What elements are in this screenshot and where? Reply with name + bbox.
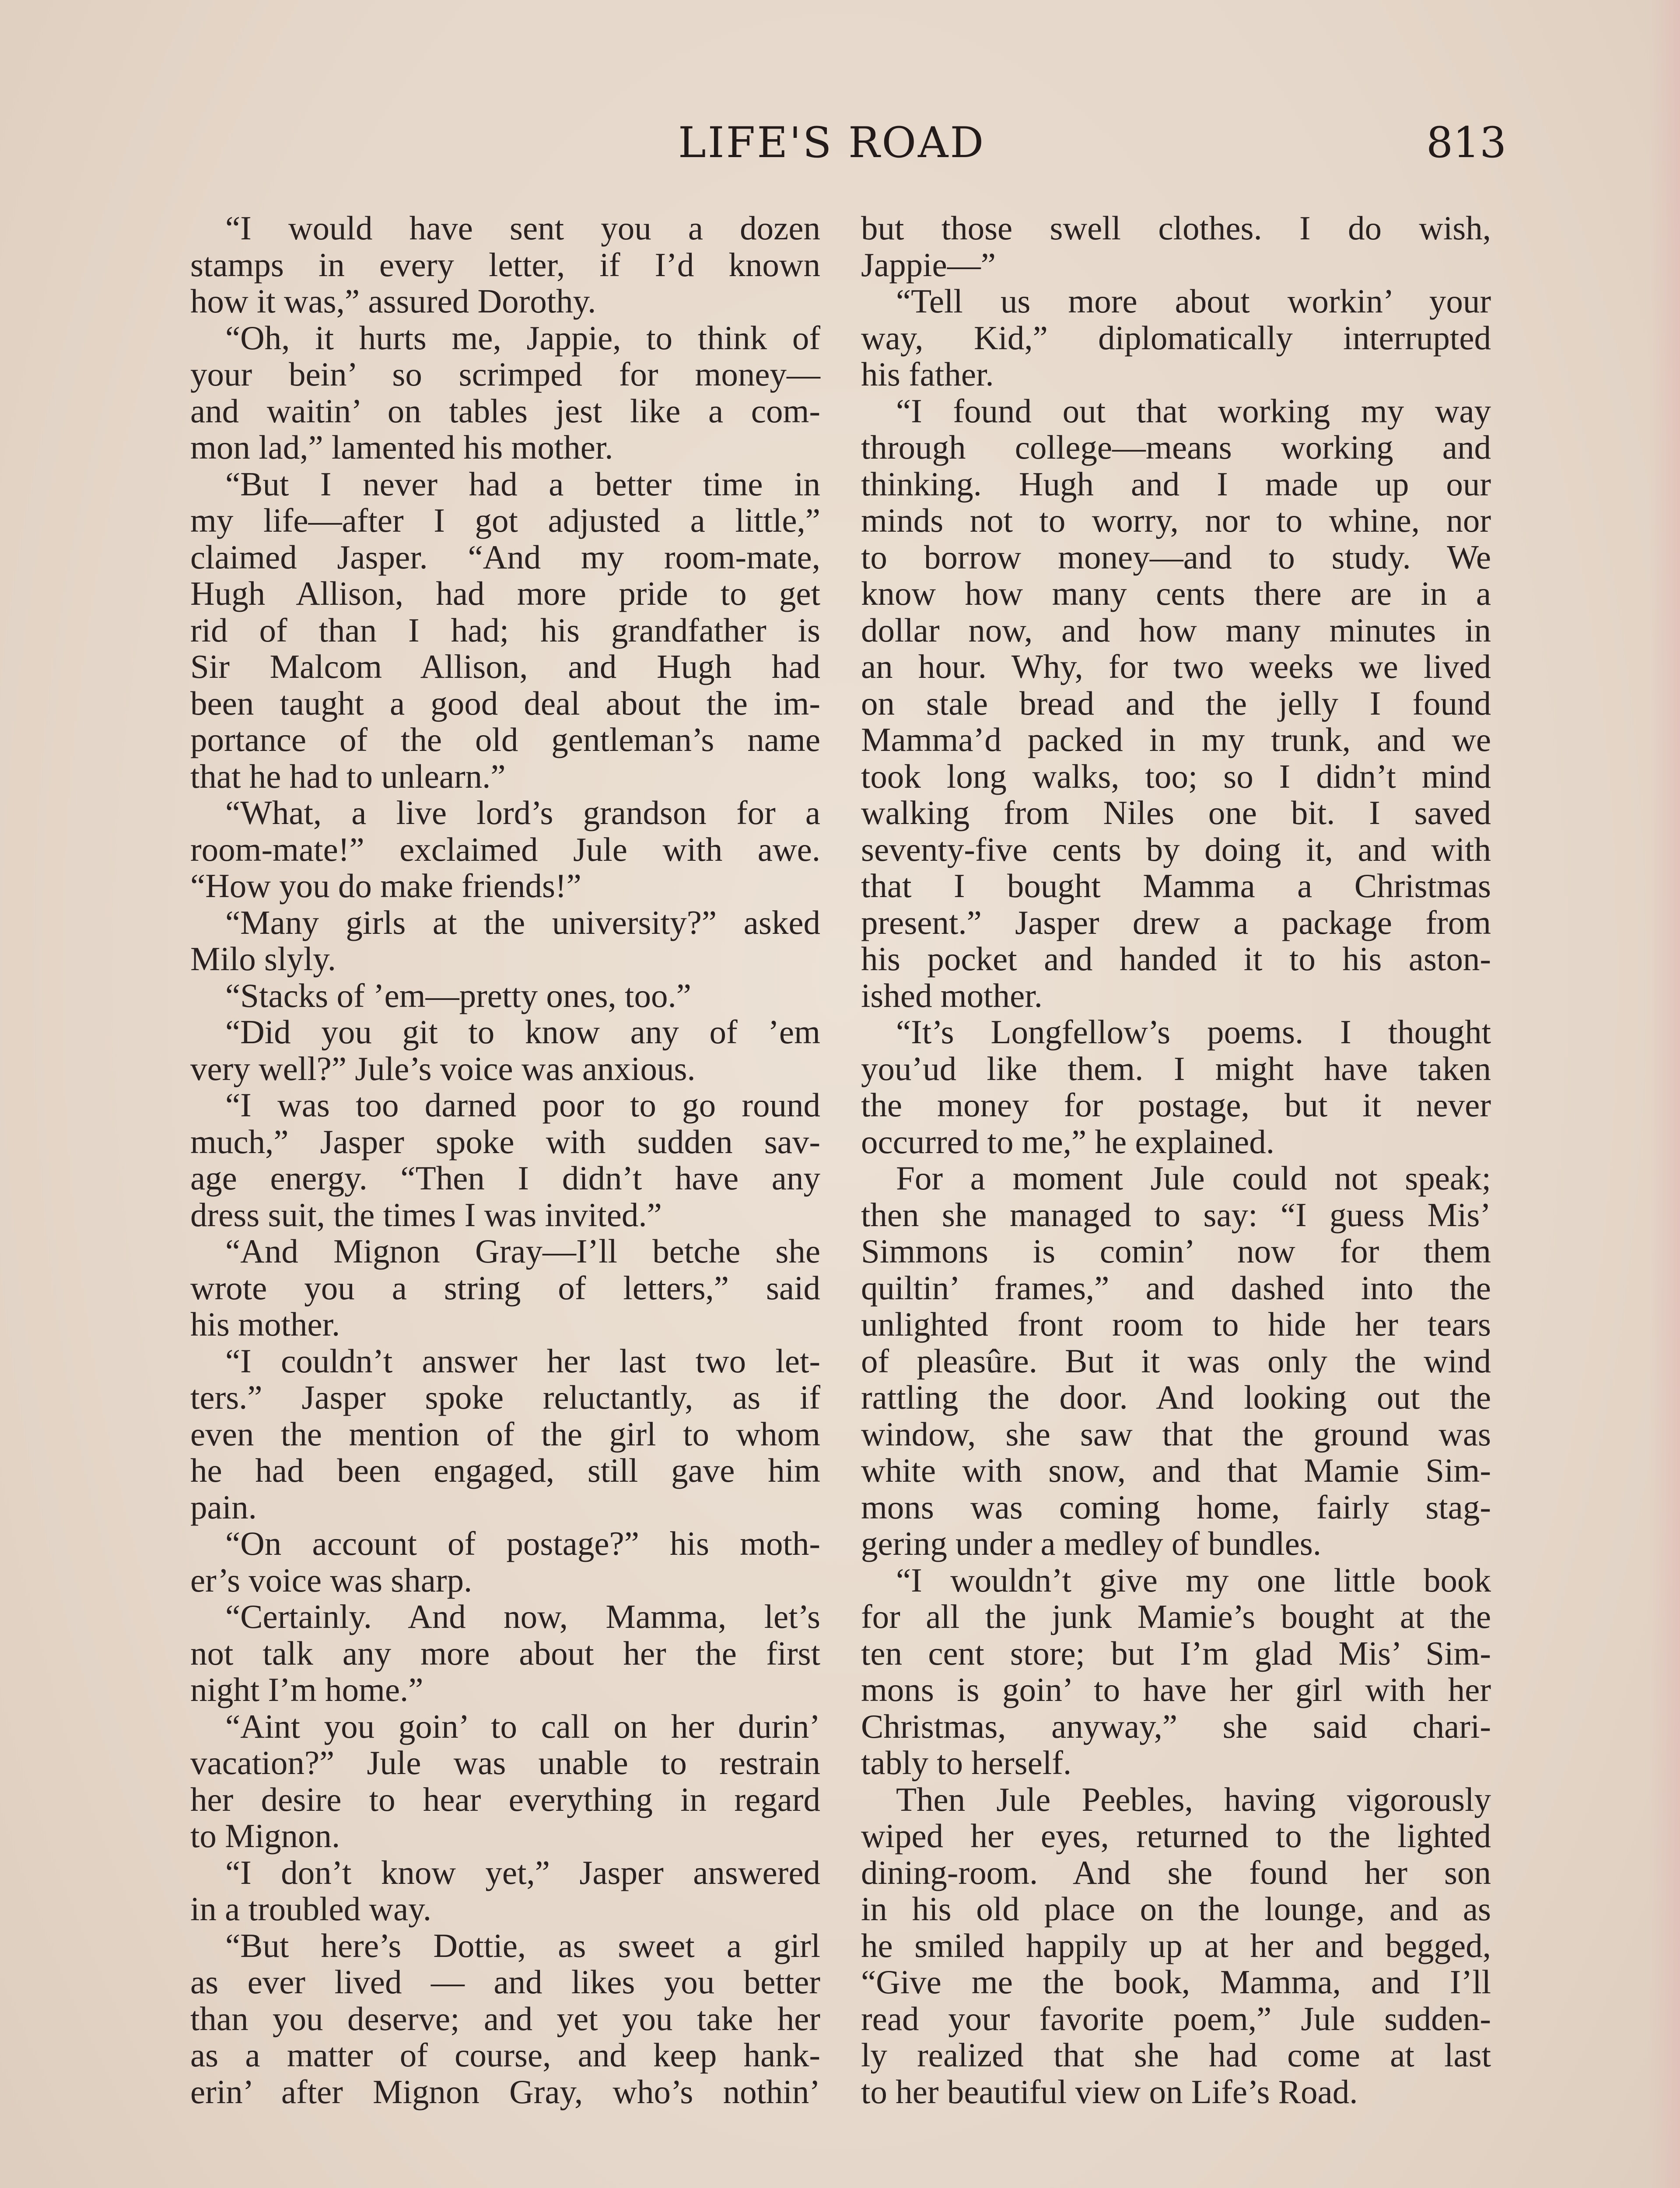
text-line: “Aint you goin’ to call on her durin’ bbox=[225, 1707, 820, 1745]
text-line: present.” Jasper drew a package from bbox=[861, 903, 1491, 941]
text-line: erin’ after Mignon Gray, who’s nothin’ bbox=[190, 2072, 820, 2111]
text-line: “Tell us more about workin’ your bbox=[896, 282, 1491, 320]
text-line: Simmons is comin’ now for them bbox=[861, 1232, 1491, 1270]
text-line: Hugh Allison, had more pride to get bbox=[190, 575, 820, 612]
text-line: to borrow money—and to study. We bbox=[861, 538, 1491, 576]
text-line: even the mention of the girl to whom bbox=[190, 1415, 820, 1453]
text-line: he had been engaged, still gave him bbox=[190, 1452, 820, 1489]
text-line: that he had to unlearn.” bbox=[190, 757, 506, 795]
text-line: pain. bbox=[190, 1488, 257, 1526]
text-line: night I’m home.” bbox=[190, 1671, 424, 1708]
text-line: portance of the old gentleman’s name bbox=[190, 721, 820, 758]
text-line: “And Mignon Gray—I’ll betche she bbox=[225, 1232, 820, 1270]
text-line: unlighted front room to hide her tears bbox=[861, 1305, 1491, 1343]
text-line: mons is goin’ to have her girl with her bbox=[861, 1671, 1491, 1708]
text-line: “Did you git to know any of ’em bbox=[225, 1013, 820, 1051]
text-line: rattling the door. And looking out the bbox=[861, 1378, 1491, 1416]
text-line: his mother. bbox=[190, 1305, 340, 1343]
text-line: the money for postage, but it never bbox=[861, 1086, 1491, 1124]
text-line: “I found out that working my way bbox=[896, 392, 1491, 430]
text-line: tably to herself. bbox=[861, 1744, 1072, 1781]
text-line: as a matter of course, and keep hank- bbox=[190, 2036, 820, 2074]
text-line: white with snow, and that Mamie Sim- bbox=[861, 1452, 1491, 1489]
running-head-title: LIFE'S ROAD bbox=[678, 118, 986, 167]
text-line: his pocket and handed it to his aston- bbox=[861, 940, 1491, 978]
text-line: but those swell clothes. I do wish, bbox=[861, 209, 1491, 247]
text-line: Mamma’d packed in my trunk, and we bbox=[861, 721, 1491, 758]
text-line: thinking. Hugh and I made up our bbox=[861, 465, 1491, 503]
text-line: “I wouldn’t give my one little book bbox=[896, 1561, 1491, 1599]
text-line: through college—means working and bbox=[861, 428, 1491, 466]
text-line: way, Kid,” diplomatically interrupted bbox=[861, 319, 1491, 357]
text-line: vacation?” Jule was unable to restrain bbox=[190, 1744, 820, 1781]
text-line: ters.” Jasper spoke reluctantly, as if bbox=[190, 1378, 820, 1416]
text-line: “It’s Longfellow’s poems. I thought bbox=[896, 1013, 1491, 1051]
text-line: ten cent store; but I’m glad Mis’ Sim- bbox=[861, 1634, 1491, 1672]
text-line: “Many girls at the university?” asked bbox=[225, 903, 820, 941]
text-line: “Give me the book, Mamma, and I’ll bbox=[861, 1963, 1491, 2001]
text-line: very well?” Jule’s voice was anxious. bbox=[190, 1049, 696, 1087]
text-line: not talk any more about her the first bbox=[190, 1634, 820, 1672]
text-line: in a troubled way. bbox=[190, 1890, 431, 1928]
text-line: “How you do make friends!” bbox=[190, 867, 581, 905]
text-line: seventy-five cents by doing it, and with bbox=[861, 830, 1491, 868]
text-line: then she managed to say: “I guess Mis’ bbox=[861, 1196, 1491, 1234]
text-line: been taught a good deal about the im- bbox=[190, 684, 820, 722]
text-line: “I couldn’t answer her last two let- bbox=[225, 1342, 820, 1380]
text-line: for all the junk Mamie’s bought at the bbox=[861, 1598, 1491, 1635]
text-line: “But here’s Dottie, as sweet a girl bbox=[225, 1926, 820, 1964]
text-line: wiped her eyes, returned to the lighted bbox=[861, 1817, 1491, 1855]
text-line: “Oh, it hurts me, Jappie, to think of bbox=[225, 319, 820, 357]
text-line: of pleasûre. But it was only the wind bbox=[861, 1342, 1491, 1380]
text-line: stamps in every letter, if I’d known bbox=[190, 245, 820, 284]
text-line: mons was coming home, fairly stag- bbox=[861, 1488, 1491, 1526]
text-line: dress suit, the times I was invited.” bbox=[190, 1196, 662, 1234]
text-line: he smiled happily up at her and begged, bbox=[861, 1926, 1491, 1964]
text-line: rid of than I had; his grandfather is bbox=[190, 611, 820, 649]
text-line: “I was too darned poor to go round bbox=[225, 1086, 820, 1124]
text-line: Sir Malcom Allison, and Hugh had bbox=[190, 648, 820, 685]
text-line: you’ud like them. I might have taken bbox=[861, 1049, 1491, 1087]
text-line: window, she saw that the ground was bbox=[861, 1415, 1491, 1453]
text-line: know how many cents there are in a bbox=[861, 575, 1491, 612]
text-line: “I would have sent you a dozen bbox=[225, 209, 820, 247]
text-line: Milo slyly. bbox=[190, 940, 336, 978]
text-line: “On account of postage?” his moth- bbox=[225, 1525, 820, 1562]
text-line: ished mother. bbox=[861, 976, 1043, 1014]
text-line: mon lad,” lamented his mother. bbox=[190, 428, 613, 466]
text-line: “Stacks of ’em—pretty ones, too.” bbox=[225, 976, 691, 1014]
text-line: in his old place on the lounge, and as bbox=[861, 1890, 1491, 1928]
text-line: walking from Niles one bit. I saved bbox=[861, 794, 1491, 831]
text-line: and waitin’ on tables jest like a com- bbox=[190, 392, 820, 430]
text-line: wrote you a string of letters,” said bbox=[190, 1269, 820, 1307]
text-line: er’s voice was sharp. bbox=[190, 1561, 472, 1599]
text-line: read your favorite poem,” Jule sudden- bbox=[861, 1999, 1491, 2037]
text-line: Jappie—” bbox=[861, 245, 996, 284]
text-line: claimed Jasper. “And my room-mate, bbox=[190, 538, 820, 576]
text-line: “What, a live lord’s grandson for a bbox=[225, 794, 820, 831]
text-line: ly realized that she had come at last bbox=[861, 2036, 1491, 2074]
page-edge-shadow bbox=[1649, 0, 1680, 2188]
text-line: Christmas, anyway,” she said chari- bbox=[861, 1707, 1491, 1745]
text-line: quiltin’ frames,” and dashed into the bbox=[861, 1269, 1491, 1307]
text-line: my life—after I got adjusted a little,” bbox=[190, 501, 820, 539]
text-line: her desire to hear everything in regard bbox=[190, 1780, 820, 1818]
text-line: room-mate!” exclaimed Jule with awe. bbox=[190, 830, 820, 868]
text-line: “Certainly. And now, Mamma, let’s bbox=[225, 1598, 820, 1635]
text-line: age energy. “Then I didn’t have any bbox=[190, 1159, 820, 1197]
text-line: an hour. Why, for two weeks we lived bbox=[861, 648, 1491, 685]
text-line: took long walks, too; so I didn’t mind bbox=[861, 757, 1491, 795]
text-line: on stale bread and the jelly I found bbox=[861, 684, 1491, 722]
text-line: minds not to worry, nor to whine, nor bbox=[861, 501, 1491, 539]
text-line: his father. bbox=[861, 355, 994, 393]
text-line: much,” Jasper spoke with sudden sav- bbox=[190, 1122, 820, 1161]
text-line: your bein’ so scrimped for money— bbox=[190, 355, 820, 393]
text-line: dining-room. And she found her son bbox=[861, 1853, 1491, 1891]
text-line: to her beautiful view on Life’s Road. bbox=[861, 2072, 1358, 2111]
text-line: that I bought Mamma a Christmas bbox=[861, 867, 1491, 905]
text-line: dollar now, and how many minutes in bbox=[861, 611, 1491, 649]
text-line: as ever lived — and likes you better bbox=[190, 1963, 820, 2001]
text-line: For a moment Jule could not speak; bbox=[896, 1159, 1491, 1197]
text-column-right bbox=[861, 210, 1491, 2110]
text-line: gering under a medley of bundles. bbox=[861, 1525, 1322, 1562]
text-line: “But I never had a better time in bbox=[225, 465, 820, 503]
page-number: 813 bbox=[1426, 118, 1507, 167]
text-line: “I don’t know yet,” Jasper answered bbox=[225, 1853, 820, 1891]
text-line: to Mignon. bbox=[190, 1817, 340, 1855]
text-line: Then Jule Peebles, having vigorously bbox=[896, 1780, 1491, 1818]
text-line: occurred to me,” he explained. bbox=[861, 1122, 1274, 1161]
text-column-left bbox=[190, 210, 820, 2110]
text-line: than you deserve; and yet you take her bbox=[190, 1999, 820, 2037]
text-line: how it was,” assured Dorothy. bbox=[190, 282, 596, 320]
